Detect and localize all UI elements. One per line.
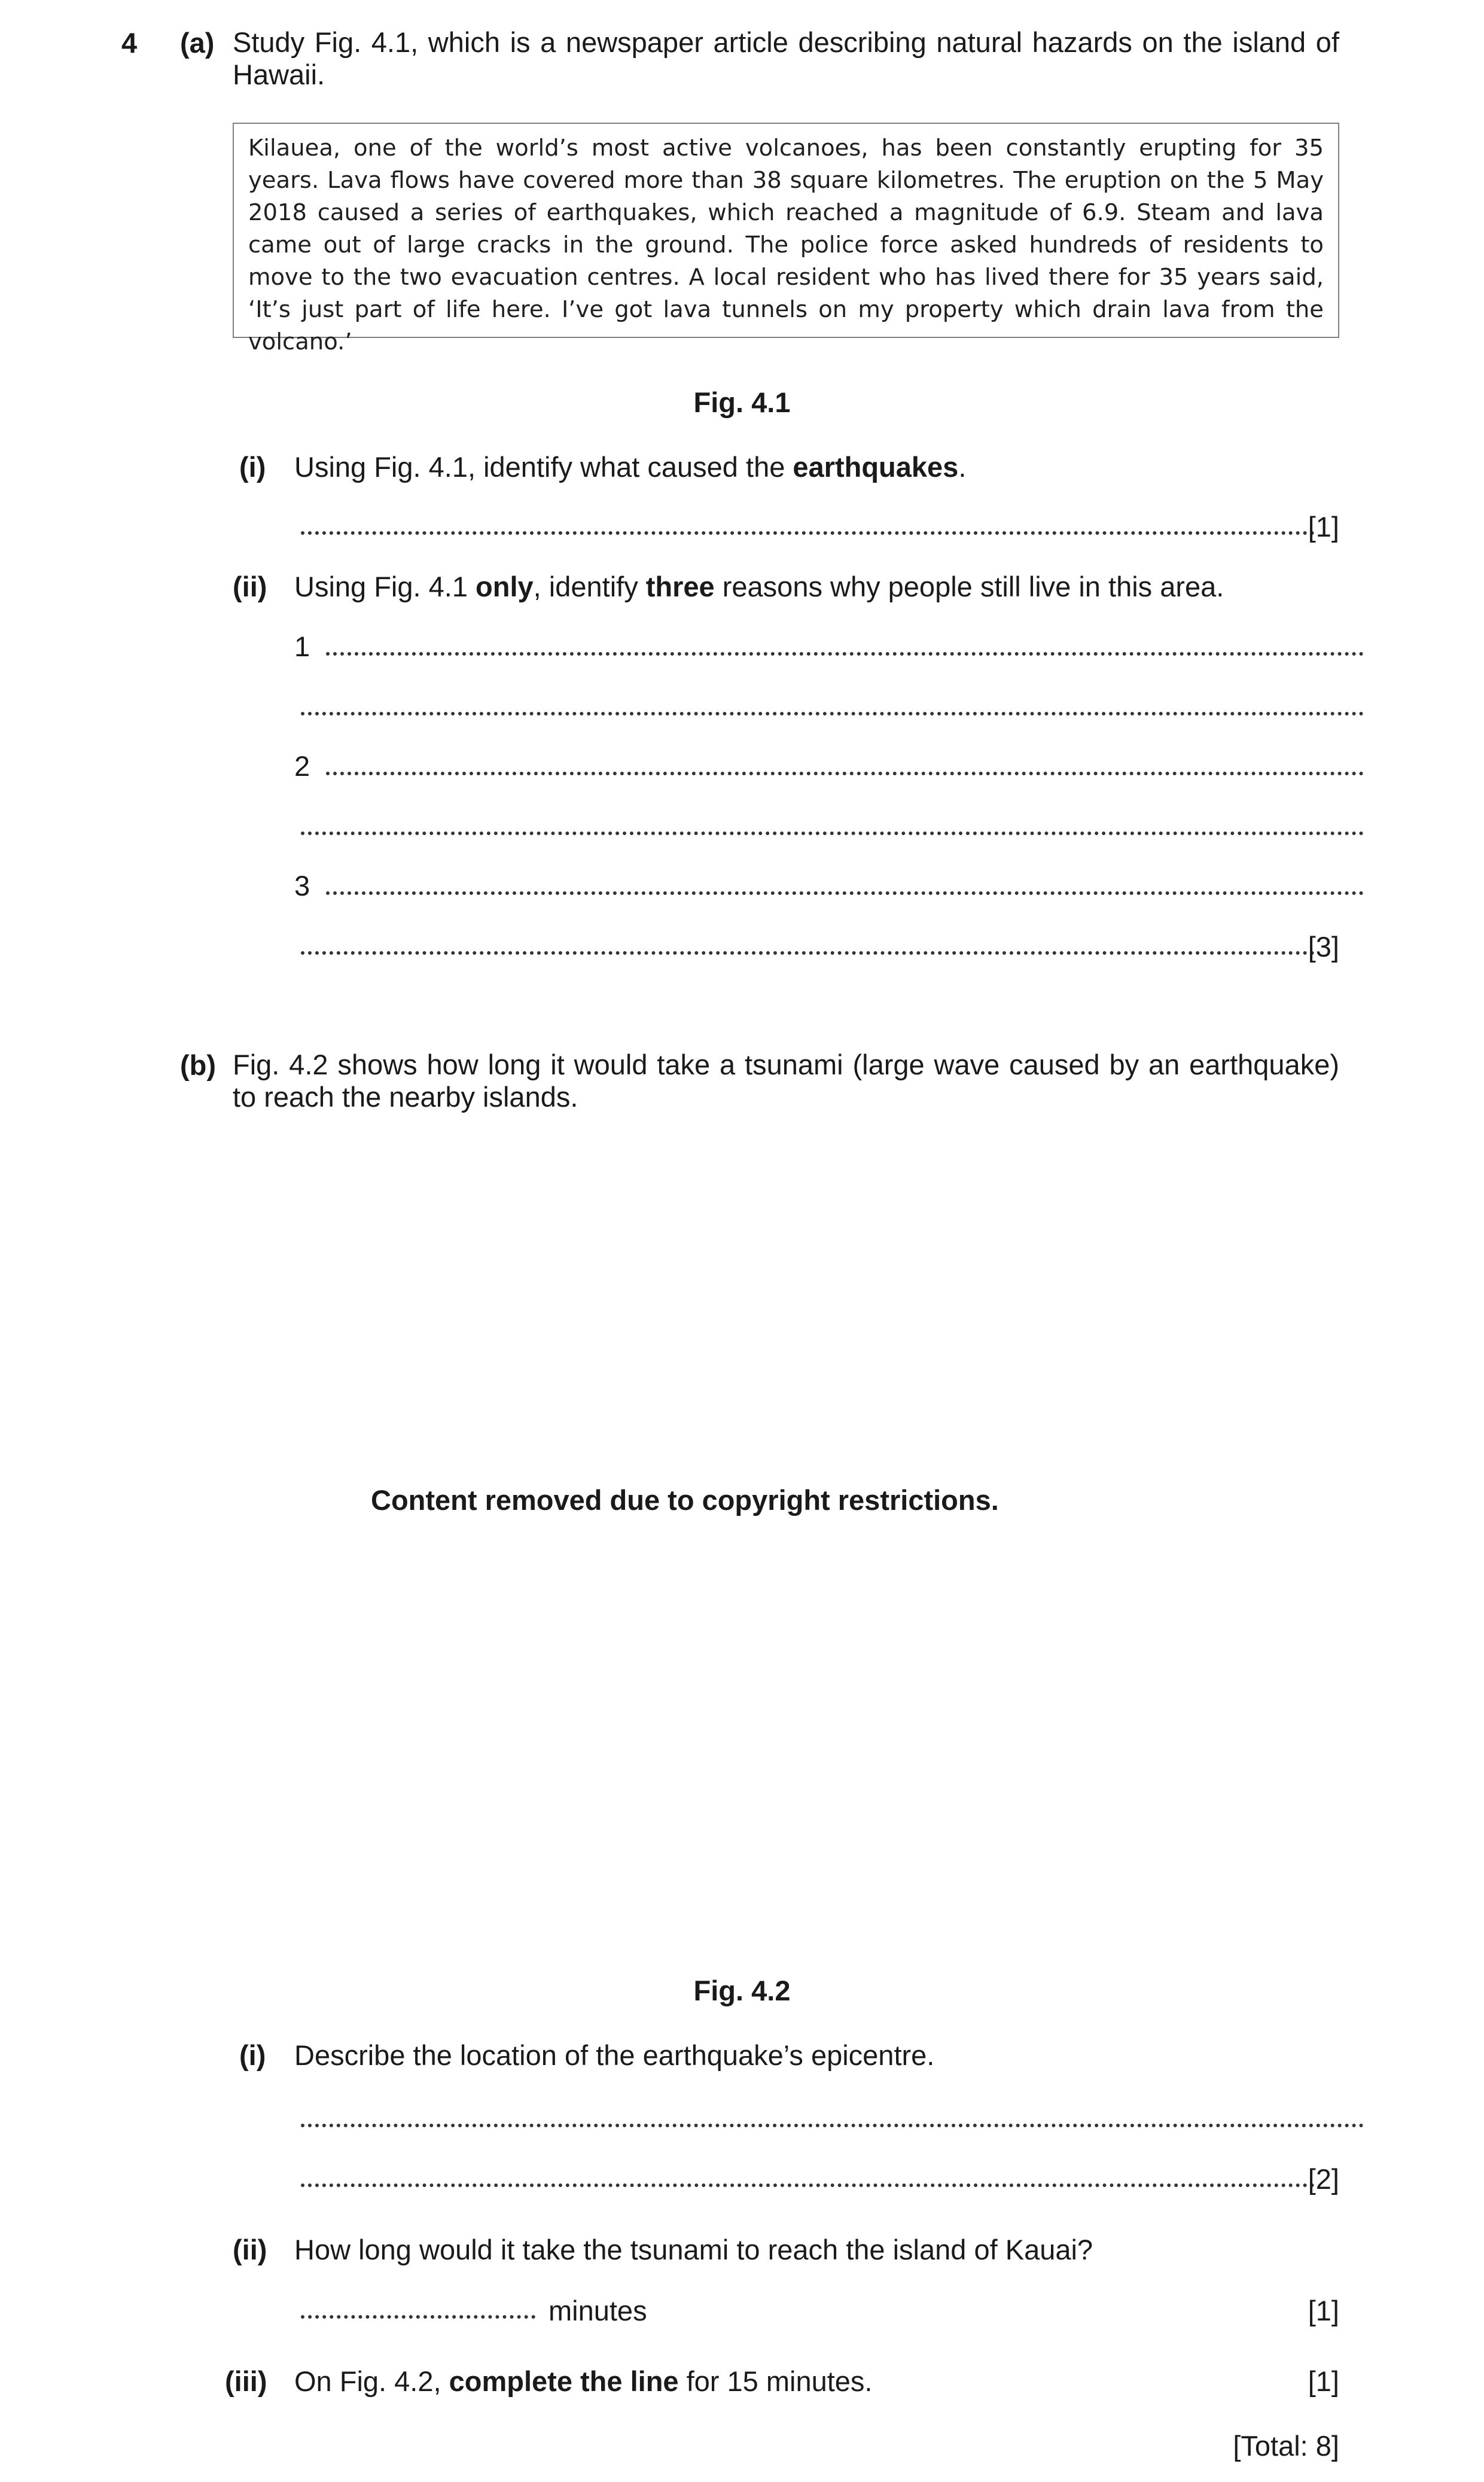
mark-b-ii: [1] [1308, 2295, 1339, 2326]
unit-minutes: minutes [548, 2295, 647, 2326]
question-number: 4 [121, 27, 138, 59]
part-b-iii-text: On Fig. 4.2, [294, 2365, 449, 2397]
total-marks: [Total: 8] [1233, 2430, 1339, 2462]
copyright-removed-notice: Content removed due to copyright restrictions. [371, 1484, 999, 1516]
newspaper-article: Kilauea, one of the world’s most active volcanoes, has been constantly erupting for 35 years. Lava flows have covered more than 38 square kilometres. The eruption on the 5 May 2018 caused a series of earthquakes, which reached a magnitude of 6.9. Steam and lava came out of large cracks in the ground. The police force asked hundreds of residents to move to the two evacuation centres. A local resident who has lived there for 35 years said, ‘It’s just part of life here. I’ve got lava tunnels on my property which drain lava from the volcano.’ [233, 123, 1339, 338]
mark-b-i: [2] [1308, 2163, 1339, 2195]
part-a-stem: Study Fig. 4.1, which is a newspaper article describing natural hazards on the island of Hawaii. [233, 26, 1339, 90]
part-b-iii-label: (iii) [225, 2365, 267, 2397]
mark-a-ii: [3] [1308, 931, 1339, 963]
part-a-ii-text-1: Using Fig. 4.1 [294, 571, 476, 602]
part-a-i-label: (i) [239, 451, 266, 483]
answer-line-a-i[interactable] [301, 531, 1315, 535]
answer-line-b-i-2[interactable] [301, 2183, 1315, 2187]
figure-caption-4-2: Fig. 4.2 [693, 1975, 791, 2006]
part-b-ii-text: How long would it take the tsunami to reach the island of Kauai? [294, 2234, 1093, 2265]
part-b-ii-label: (ii) [233, 2234, 267, 2265]
part-b-iii-text-end: for 15 minutes. [678, 2365, 873, 2397]
answer-line-a-ii-1a[interactable] [326, 652, 1364, 656]
answer-line-a-ii-2b[interactable] [301, 832, 1364, 835]
part-a-ii-text-2: , identify [533, 571, 646, 602]
answer-line-a-ii-1b[interactable] [301, 712, 1364, 715]
part-a-i-text: Using Fig. 4.1, identify what caused the [294, 451, 793, 483]
part-a-ii-label: (ii) [233, 571, 267, 602]
answer-number-1: 1 [294, 631, 310, 662]
answer-line-b-ii[interactable] [301, 2315, 535, 2319]
part-a-ii-bold-only: only [476, 571, 534, 602]
part-a-ii-question [294, 570, 1224, 603]
figure-caption-4-1: Fig. 4.1 [693, 386, 791, 418]
answer-line-a-ii-2a[interactable] [326, 772, 1364, 775]
part-b-stem: Fig. 4.2 shows how long it would take a tsunami (large wave caused by an earthquake) to reach the nearby islands. [233, 1049, 1339, 1113]
part-b-i-text: Describe the location of the earthquake’s epicentre. [294, 2039, 935, 2071]
answer-line-a-ii-3b[interactable] [301, 951, 1315, 955]
part-b-label: (b) [180, 1049, 217, 1081]
answer-number-2: 2 [294, 750, 310, 782]
part-b-i-label: (i) [239, 2039, 266, 2071]
part-a-i-text-end: . [958, 451, 967, 483]
mark-b-iii: [1] [1308, 2365, 1339, 2397]
mark-a-i: [1] [1308, 511, 1339, 543]
part-a-label: (a) [180, 27, 215, 59]
part-a-i-bold: earthquakes [793, 451, 959, 483]
part-b-iii-question [294, 2365, 872, 2398]
part-b-iii-bold: complete the line [449, 2365, 679, 2397]
part-a-ii-text-3: reasons why people still live in this area. [714, 571, 1224, 602]
part-a-ii-bold-three: three [645, 571, 715, 602]
answer-number-3: 3 [294, 870, 310, 902]
answer-line-b-i-1[interactable] [301, 2124, 1364, 2127]
answer-line-a-ii-3a[interactable] [326, 891, 1364, 895]
part-a-i-question [294, 450, 966, 483]
